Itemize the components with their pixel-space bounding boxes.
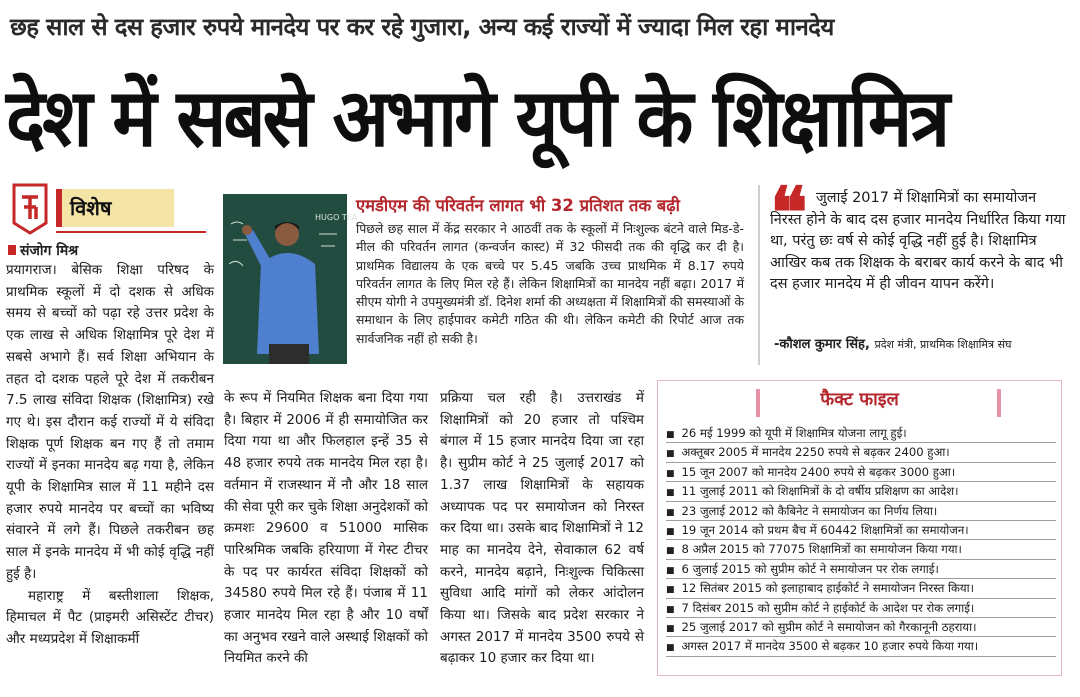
fact-item: ■ 11 जुलाई 2011 को शिक्षामित्रों के दो वर्षीय प्रशिक्षण का आदेश।: [666, 482, 1056, 501]
classroom-photo: [223, 194, 358, 364]
hindustan-logo-icon: [10, 183, 50, 235]
fact-item: ■ 7 दिसंबर 2015 को सुप्रीम कोर्ट ने हाईकोर्ट के आदेश पर रोक लगाई।: [666, 599, 1056, 618]
kicker-headline: छह साल से दस हजार रुपये मानदेय पर कर रहे गुजारा, अन्य कई राज्यों में ज्यादा मिल रहा मानदेय: [10, 13, 834, 41]
fact-file-list: [666, 424, 1056, 657]
mdm-headline: एमडीएम की परिवर्तन लागत भी 32 प्रतिशत तक बढ़ी: [356, 196, 680, 215]
quote-author: -कौशल कुमार सिंह,: [774, 337, 870, 352]
fact-item: ■ 23 जुलाई 2012 को कैबिनेट ने समायोजन का निर्णय लिया।: [666, 502, 1056, 521]
quote-attribution: [774, 334, 1074, 352]
fact-file-box: [657, 380, 1062, 676]
article-column-3: [440, 388, 644, 694]
fact-item: ■ 19 जून 2014 को प्रथम बैच में 60442 शिक्षामित्रों का समायोजन।: [666, 521, 1056, 540]
fact-file-title: फैक्ट फाइल: [820, 389, 899, 410]
quote-text: जुलाई 2017 में शिक्षामित्रों का समायोजन निरस्त होने के बाद दस हजार मानदेय निर्धारित किया गया था, परंतु छः वर्ष से कोई वृद्धि नहीं हुई है। शिक्षामित्र आखिर कब तक शिक्षक के बराबर कार्य करने के बाद भी दस हजार मानदेय में ही जीवन यापन करेंगे।: [770, 190, 1066, 293]
tag-label: विशेष: [70, 196, 112, 220]
fact-item: ■ 25 जुलाई 2017 को सुप्रीम कोर्ट ने समायोजन को गैरकानूनी ठहराया।: [666, 618, 1056, 637]
article-column-1: [6, 260, 214, 694]
fact-item: ■ 15 जून 2007 को मानदेय 2400 रुपये से बढ़कर 3000 हुआ।: [666, 463, 1056, 482]
byline-marker: [8, 245, 16, 255]
quote-mark-icon: ❝: [770, 171, 808, 254]
mdm-body: पिछले छह साल में केंद्र सरकार ने आठवीं तक के स्कूलों में निःशुल्क बंटने वाले मिड-डे-मील की परिवर्तन लागत (कन्वर्जन कास्ट) में 32 फीसदी तक की वृद्धि कर दी है। प्राथमिक विद्यालय के एक बच्चे पर 5.45 जबकि उच्च प्राथमिक में 8.17 रुपये परिवर्तन लागत के लिए मिल रहे हैं। लेकिन शिक्षामित्रों का मानदेय नहीं बढ़ा। 2017 में सीएम योगी ने उपमुख्यमंत्री डॉ. दिनेश शर्मा की अध्यक्षता में शिक्षामित्रों की समस्याओं के समाधान के लिए हाईपावर कमेटी गठित की थी। लेकिन कमेटी की रिपोर्ट आज तक सार्वजनिक नहीं हो सकी है।: [356, 221, 744, 346]
article-column-2-text: के रूप में नियमित शिक्षक बना दिया गया है। बिहार में 2006 में ही समायोजित कर दिया गया था और फिलहाल इन्हें 35 से 48 हजार रुपये तक मानदेय मिल रहा है। वर्तमान में राजस्थान में नौ और 18 साल की सेवा पूरी कर चुके शिक्षा अनुदेशकों को क्रमशः 29600 व 51000 मासिक पारिश्रमिक जबकि हरियाणा में गेस्ट टीचर के पद पर कार्यरत संविदा शिक्षकों को 34580 रुपये मिल रहे हैं। पंजाब में 11 हजार मानदेय मिल रहा है और 10 वर्षों का अनुभव रखने वाले अस्थाई शिक्षकों को नियमित करने की: [224, 390, 428, 667]
tag-box: [56, 189, 174, 227]
fact-item: ■ 26 मई 1999 को यूपी में शिक्षामित्र योजना लागू हुई।: [666, 424, 1056, 443]
fact-item: ■ 12 सितंबर 2015 को इलाहाबाद हाईकोर्ट ने समायोजन निरस्त किया।: [666, 579, 1056, 598]
main-headline: देश में सबसे अभागे यूपी के शिक्षामित्र: [6, 72, 948, 165]
article-column-1-para2: महाराष्ट्र में बस्तीशाला शिक्षक, हिमाचल में पैट (प्राइमरी असिस्टेंट टीचर) और मध्यप्रदेश में शिक्षाकर्मी: [6, 587, 214, 647]
fact-item: ■ अक्तूबर 2005 में मानदेय 2250 रुपये से बढ़कर 2400 हुआ।: [666, 443, 1056, 462]
byline: [8, 241, 78, 260]
chalkboard-text: HUGO TEA: [315, 213, 358, 222]
article-column-1-text: प्रयागराज। बेसिक शिक्षा परिषद के प्राथमिक स्कूलों में दो दशक से अधिक समय से बच्चों को पढ़ा रहे उत्तर प्रदेश के एक लाख से अधिक शिक्षामित्र पूरे देश में सबसे अभागे हैं। सर्व शिक्षा अभियान के तहत दो दशक पहले पूरे देश में तकरीबन 7.5 लाख संविदा शिक्षक (शिक्षामित्र) रखे गए थे। इस दौरान कई राज्यों में ये संविदा शिक्षक पूर्ण शिक्षक बन गए हैं तो तमाम राज्यों में इनका मानदेय बढ़ गया है, लेकिन यूपी के शिक्षामित्र साल में 11 महीने दस हजार रुपये मानदेय पर बच्चों का भविष्य संवारने में लगे हैं। पिछले तकरीबन छह साल में इनके मानदेय में भी कोई वृद्धि नहीं हुई है।: [6, 262, 214, 582]
quote-role: प्रदेश मंत्री, प्राथमिक शिक्षामित्र संघ: [874, 338, 1012, 351]
vishesh-tag: [10, 183, 206, 235]
fact-item: ■ 8 अप्रैल 2015 को 77075 शिक्षामित्रों का समायोजन किया गया।: [666, 540, 1056, 559]
fact-item: ■ 6 जुलाई 2015 को सुप्रीम कोर्ट ने समायोजन पर रोक लगाई।: [666, 560, 1056, 579]
column-divider: [758, 185, 760, 365]
tag-underline: [56, 231, 206, 233]
fact-item: ■ अगस्त 2017 में मानदेय 3500 से बढ़कर 10 हजार रुपये किया गया।: [666, 637, 1056, 656]
article-column-2: [224, 388, 428, 694]
byline-author: संजोग मिश्र: [20, 243, 79, 259]
quote-box: [770, 171, 1072, 368]
article-column-3-text: प्रक्रिया चल रही है। उत्तराखंड में शिक्षामित्रों को 20 हजार तो पश्चिम बंगाल में 15 हजार मानदेय दिया जा रहा है। सुप्रीम कोर्ट ने 25 जुलाई 2017 को 1.37 लाख शिक्षामित्रों के सहायक अध्यापक पद पर समायोजन को निरस्त कर दिया था। उसके बाद शिक्षामित्रों ने 12 माह का मानदेय देने, सेवाकाल 62 वर्ष करने, मानदेय बढ़ाने, निःशुल्क चिकित्सा सुविधा आदि मांगों को लेकर आंदोलन किया था। जिसके बाद प्रदेश सरकार ने अगस्त 2017 में मानदेय 3500 रुपये से बढ़ाकर 10 हजार कर दिया था।: [440, 390, 644, 667]
